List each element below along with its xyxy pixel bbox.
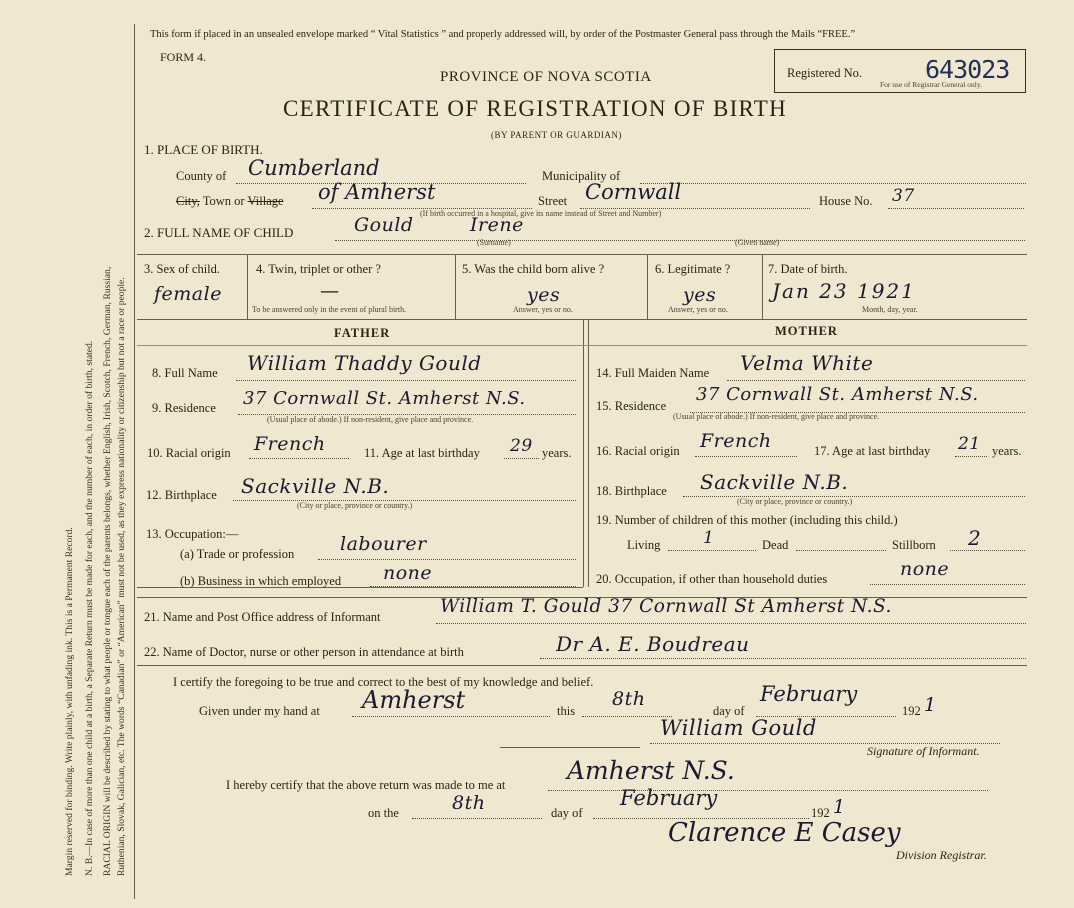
born-alive-value: yes: [527, 284, 561, 306]
certify-day: 8th: [612, 688, 646, 710]
page-title: CERTIFICATE OF REGISTRATION OF BIRTH: [283, 96, 788, 121]
father-residence-label: 9. Residence: [152, 401, 216, 415]
father-race-label: 10. Racial origin: [147, 446, 231, 460]
mother-occupation-label: 20. Occupation, if other than household duties: [596, 572, 828, 586]
date-of-birth-label: 7. Date of birth.: [768, 262, 848, 276]
mother-name-value: Velma White: [740, 351, 874, 375]
stillborn-value: 2: [968, 526, 982, 550]
form-number: FORM 4.: [160, 50, 207, 64]
place-of-birth-label: 1. PLACE OF BIRTH.: [144, 142, 263, 157]
twin-value: —: [320, 280, 340, 302]
registered-number: 643023: [925, 55, 1010, 84]
registrar-place: Amherst N.S.: [567, 756, 735, 785]
mother-name-label: 14. Full Maiden Name: [596, 366, 710, 380]
father-race-value: French: [254, 433, 326, 455]
registrar-year-suffix: 1: [833, 796, 846, 818]
child-surname: Gould: [354, 214, 414, 236]
informant-label: 21. Name and Post Office address of Informant: [144, 610, 381, 624]
form-border: [134, 24, 135, 899]
hospital-note: (If birth occurred in a hospital, give its name instead of Street and Number): [420, 209, 662, 218]
province-name: PROVINCE OF NOVA SCOTIA: [440, 69, 652, 85]
binding-margin: [0, 0, 135, 908]
town-label-town: Town or: [202, 194, 245, 208]
certify-this-label: this: [557, 704, 576, 718]
father-business-value: none: [383, 562, 433, 584]
father-birthplace-value: Sackville N.B.: [241, 474, 390, 498]
legitimate-value: yes: [683, 284, 717, 306]
registrar-dayof-label: day of: [551, 806, 583, 820]
father-name-value: William Thaddy Gould: [247, 351, 482, 375]
doctor-value: Dr A. E. Boudreau: [556, 632, 750, 656]
informant-value: William T. Gould 37 Cornwall St Amherst N.S.: [440, 596, 892, 617]
mother-race-value: French: [700, 430, 772, 452]
registrar-signature-label: Division Registrar.: [896, 848, 987, 862]
legitimate-label: 6. Legitimate ?: [655, 262, 731, 276]
certify-place: Amherst: [362, 686, 466, 714]
certify-month: February: [760, 682, 858, 706]
twin-label: 4. Twin, triplet or other ?: [256, 262, 381, 276]
registrar-month: February: [620, 786, 718, 810]
father-business-label: (b) Business in which employed: [180, 574, 342, 588]
dead-label: Dead: [762, 538, 789, 552]
given-name-note: (Given name): [735, 238, 780, 247]
mother-years-label: years.: [992, 444, 1022, 458]
mother-birthplace-value: Sackville N.B.: [700, 470, 849, 494]
mother-race-label: 16. Racial origin: [596, 444, 680, 458]
house-value: 37: [892, 186, 915, 206]
registrar-statement: I hereby certify that the above return was made to me at: [226, 778, 506, 792]
twin-note: To be answered only in the event of plural birth.: [252, 305, 407, 314]
date-of-birth-value: Jan 23 1921: [772, 279, 916, 303]
father-heading: FATHER: [334, 326, 391, 340]
street-label: Street: [538, 194, 568, 208]
mother-birthplace-label: 18. Birthplace: [596, 484, 667, 498]
registrar-year-prefix: 192: [811, 806, 830, 820]
living-label: Living: [627, 538, 661, 552]
surname-note: (Surname): [477, 238, 511, 247]
county-value: Cumberland: [248, 156, 380, 180]
margin-note-2: N. B.—In case of more than one child at a birth, a Separate Return must be made for each, and the number of each, in order of birth, stated.: [84, 340, 95, 876]
date-of-birth-note: Month, day, year.: [862, 305, 918, 314]
county-label: County of: [176, 169, 227, 183]
mother-residence-label: 15. Residence: [596, 399, 667, 413]
father-age-label: 11. Age at last birthday: [364, 446, 480, 460]
mother-residence-note: (Usual place of abode.) If non-resident, give place and province.: [673, 412, 880, 421]
sex-value: female: [154, 283, 222, 305]
children-count-label: 19. Number of children of this mother (including this child.): [596, 513, 898, 527]
certify-year-suffix: 1: [924, 694, 937, 716]
living-value: 1: [703, 528, 715, 548]
father-residence-note: (Usual place of abode.) If non-resident, give place and province.: [267, 415, 474, 424]
house-label: House No.: [819, 194, 873, 208]
born-alive-label: 5. Was the child born alive ?: [462, 262, 605, 276]
postal-notice: This form if placed in an unsealed envelope marked “ Vital Statistics ” and properly addressed will, by order of the Postmaster General pass through the Mails “FREE.”: [150, 29, 856, 40]
margin-note-4: Ruthenian, Slovak, Galician, etc. The words “Canadian” or “American” must not be used, as they express nationality or citizenship but not a race or people.: [116, 277, 127, 876]
father-trade-value: labourer: [340, 533, 427, 555]
mother-age-value: 21: [958, 434, 981, 454]
mother-age-label: 17. Age at last birthday: [814, 444, 931, 458]
stillborn-label: Stillborn: [892, 538, 936, 552]
town-label: [176, 194, 284, 209]
registered-label: Registered No.: [787, 66, 862, 80]
sex-label: 3. Sex of child.: [144, 262, 221, 276]
mother-birthplace-note: (City or place, province or country.): [737, 497, 853, 506]
father-name-label: 8. Full Name: [152, 366, 218, 380]
father-occupation-label: 13. Occupation:—: [146, 527, 239, 541]
father-age-value: 29: [510, 436, 533, 456]
margin-note-1: Margin reserved for binding. Write plainly, with unfading ink. This is a Permanent Record.: [64, 527, 75, 876]
town-value: of Amherst: [318, 180, 436, 204]
father-birthplace-label: 12. Birthplace: [146, 488, 217, 502]
registrar-signature: Clarence E Casey: [668, 818, 901, 848]
child-name-label: 2. FULL NAME OF CHILD: [144, 225, 294, 240]
margin-note-3: RACIAL ORIGIN will be described by stating to what people or tongue each of the parents belongs, whether English, Irish, Scotch, French, German, Russian,: [102, 266, 113, 876]
certify-year-prefix: 192: [902, 704, 921, 718]
town-label-city: City,: [176, 194, 200, 208]
registration-box: [774, 49, 1026, 93]
municipality-label: Municipality of: [542, 169, 621, 183]
given-under-label: Given under my hand at: [199, 704, 320, 718]
registrar-day: 8th: [452, 792, 486, 814]
mother-residence-value: 37 Cornwall St. Amherst N.S.: [696, 384, 979, 405]
registrar-on-label: on the: [368, 806, 399, 820]
father-years-label: years.: [542, 446, 572, 460]
page-subtitle: (BY PARENT OR GUARDIAN): [491, 130, 622, 140]
street-value: Cornwall: [585, 180, 682, 204]
father-residence-value: 37 Cornwall St. Amherst N.S.: [243, 388, 526, 409]
town-label-village: Village: [247, 194, 284, 208]
mother-occupation-value: none: [900, 558, 950, 580]
registrar-use-note: For use of Registrar General only.: [880, 80, 982, 89]
mother-heading: MOTHER: [775, 324, 838, 338]
born-alive-note: Answer, yes or no.: [513, 305, 573, 314]
certify-statement: I certify the foregoing to be true and correct to the best of my knowledge and belief.: [173, 675, 594, 689]
child-given-name: Irene: [470, 214, 524, 236]
legitimate-note: Answer, yes or no.: [668, 305, 728, 314]
father-trade-label: (a) Trade or profession: [180, 547, 295, 561]
informant-signature: William Gould: [660, 716, 817, 740]
doctor-label: 22. Name of Doctor, nurse or other person in attendance at birth: [144, 645, 464, 659]
informant-signature-label: Signature of Informant.: [867, 744, 980, 758]
certify-dayof-label: day of: [713, 704, 745, 718]
father-birthplace-note: (City or place, province or country.): [297, 501, 413, 510]
